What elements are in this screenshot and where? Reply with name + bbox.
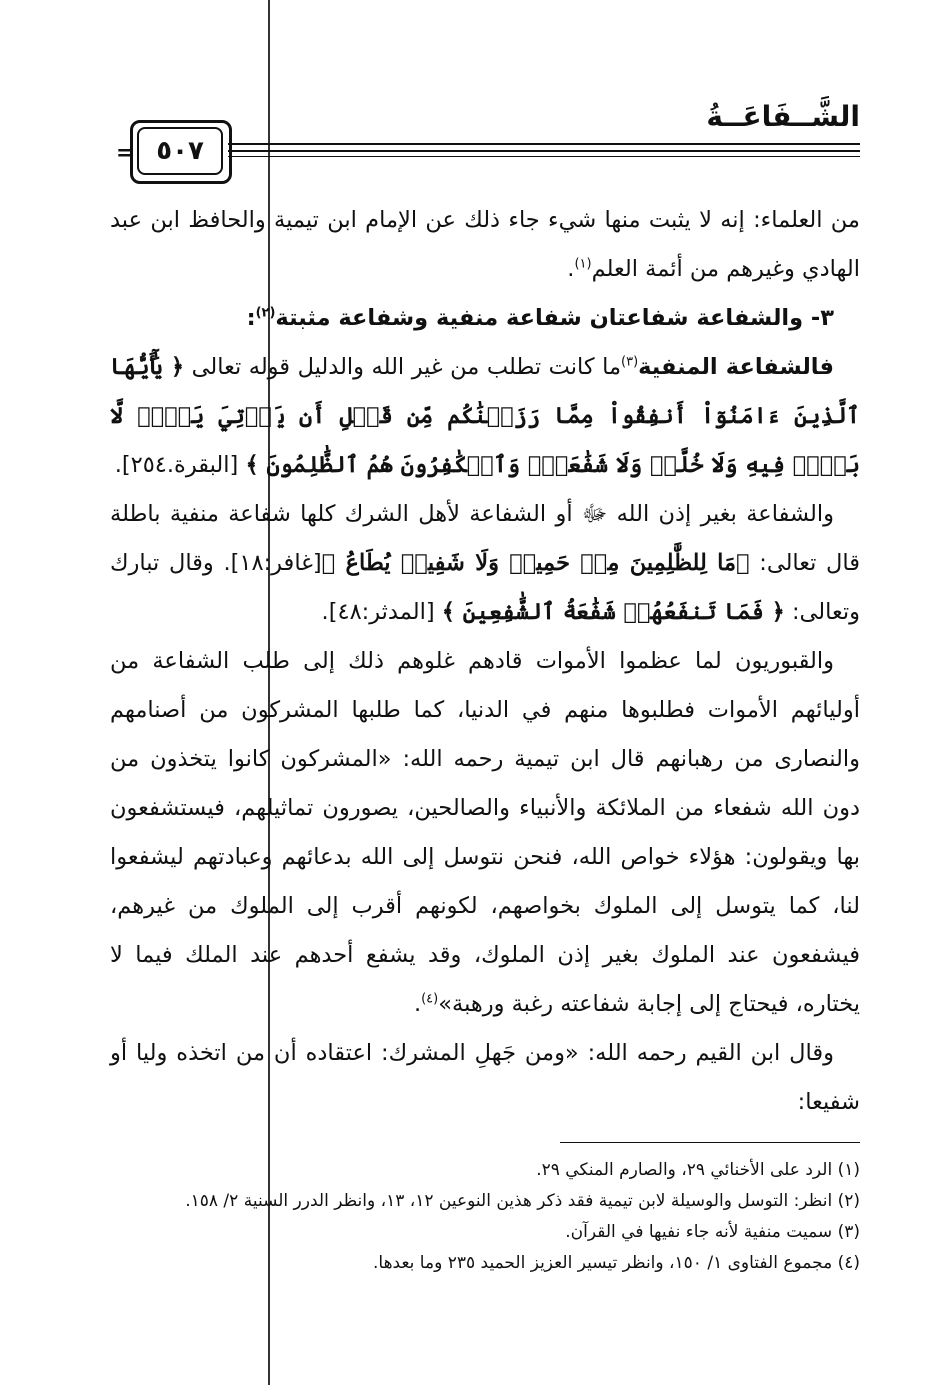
quran-verse: ﴿ فَمَا تَنفَعُهُمۡ شَفَٰعَةُ ٱلشَّٰفِعِينَ ﴾ — [441, 599, 785, 625]
running-header-title: الشَّــفَاعَــةُ — [706, 100, 860, 133]
header-rule — [228, 150, 860, 152]
footnotes — [110, 1155, 860, 1279]
verse-citation: [البقرة.٢٥٤]. — [114, 452, 239, 478]
footnote-4: (٤) مجموع الفتاوى ١/ ١٥٠، وانظر تيسير العزيز الحميد ٢٣٥ وما بعدها. — [373, 1253, 860, 1273]
header-rule — [228, 156, 860, 157]
footnote-3: (٣) سميت منفية لأنه جاء نفيها في القرآن. — [565, 1222, 860, 1242]
paragraph-2-heading: ٣- والشفاعة شفاعتان شفاعة منفية وشفاعة مثبتة$^{(٢)}$: — [246, 305, 834, 331]
main-text — [110, 196, 860, 1127]
footnote-1: (١) الرد على الأخنائي ٢٩، والصارم المنكي ٢٩. — [536, 1160, 860, 1180]
paragraph-6: وقال ابن القيم رحمه الله: «ومن جَهلِ المشرك: اعتقاده أن من اتخذه وليا أو شفيعا: — [110, 1040, 860, 1115]
paragraph-1: من العلماء: إنه لا يثبت منها شيء جاء ذلك عن الإمام ابن تيمية والحافظ ابن عبد الهادي وغيرهم من أئمة العلم$^{(١)}$. — [110, 207, 860, 282]
paragraph-5: والقبوريون لما عظموا الأموات قادهم غلوهم ذلك إلى طلب الشفاعة من أوليائهم الأموات فطلبوها منهم في الدنيا، كما طلبها المشركون من أصنامهم والنصارى من رهبانهم قال ابن تيمية رحمه الله: «المشركون كانوا يتخذون من دون الله شفعاء من الملائكة والأنبياء والصالحين، يصورون تماثيلهم، فيستشفعون بها ويقولون: هؤلاء خواص الله، فنحن نتوسل إلى الله بدعائهم وعبادتهم ليشفعوا لنا، كما يتوسل إلى الملوك بخواصهم، لكونهم أقرب إلى الملوك من غيرهم، فيشفعون عند الملوك بغير إذن الملوك، وقد يشفع أحدهم عند الملك فيما لا يختاره، فيحتاج إلى إجابة شفاعته رغبة ورهبة»$^{(٤)}$. — [110, 648, 860, 1017]
footnote-ref-2[interactable]: (٢) — [255, 305, 276, 321]
footnote-ref-4[interactable]: (٤) — [421, 991, 439, 1007]
paragraph-4: والشفاعة بغير إذن الله ﷻ أو الشفاعة لأهل الشرك كلها شفاعة منفية باطلة قال تعالى: ﴿مَا لِلظَّٰلِمِينَ مِنۡ حَمِيمٖ وَلَا شَفِيعٖ يُطَاعُ ﴾[غافر:١٨]. وقال تبارك وتعالى: ﴿ فَمَا تَنفَعُهُمۡ شَفَٰعَةُ ٱلشَّٰفِعِينَ ﴾ [المدثر:٤٨]. — [110, 501, 861, 625]
page-number: ٥٠٧ — [137, 127, 223, 175]
quran-verse: ﴿ يَٰٓأَيُّهَا ٱلَّذِينَ ءَامَنُوٓاْ أَنفِقُواْ مِمَّا رَزَقۡنَٰكُم مِّن قَبۡلِ أَن يَأۡتِيَ يَوۡمٞ لَّا بَيۡعٞ فِيهِ وَلَا خُلَّةٞ وَلَا شَفَٰعَةٞۗ وَٱلۡكَٰفِرُونَ هُمُ ٱلظَّٰلِمُونَ ﴾ — [110, 354, 860, 478]
footnote-ref-1[interactable]: (١) — [574, 256, 592, 272]
footnote-2: (٢) انظر: التوسل والوسيلة لابن تيمية فقد ذكر هذين النوعين ١٢، ١٣، وانظر الدرر السنية ٢/ ١٥٨. — [185, 1191, 860, 1211]
quran-verse: ﴿مَا لِلظَّٰلِمِينَ مِنۡ حَمِيمٖ وَلَا شَفِيعٖ يُطَاعُ ﴾ — [321, 550, 750, 576]
footnote-separator — [560, 1142, 860, 1143]
verse-citation: [غافر:١٨]. — [223, 550, 322, 576]
verse-citation: [المدثر:٤٨]. — [321, 599, 435, 625]
footnote-ref-3[interactable]: (٣) — [621, 354, 639, 370]
page-number-mark: = — [116, 140, 135, 166]
paragraph-3: فالشفاعة المنفية$^{(٣)}$ما كانت تطلب من غير الله والدليل قوله تعالى ﴿ يَٰٓأَيُّهَا ٱلَّذِينَ ءَامَنُوٓاْ أَنفِقُواْ مِمَّا رَزَقۡنَٰكُم مِّن قَبۡلِ أَن يَأۡتِيَ يَوۡمٞ لَّا بَيۡعٞ فِيهِ وَلَا خُلَّةٞ وَلَا شَفَٰعَةٞۗ وَٱلۡكَٰفِرُونَ هُمُ ٱلظَّٰلِمُونَ ﴾ [البقرة.٢٥٤]. — [110, 354, 860, 478]
header-rule — [228, 143, 860, 145]
